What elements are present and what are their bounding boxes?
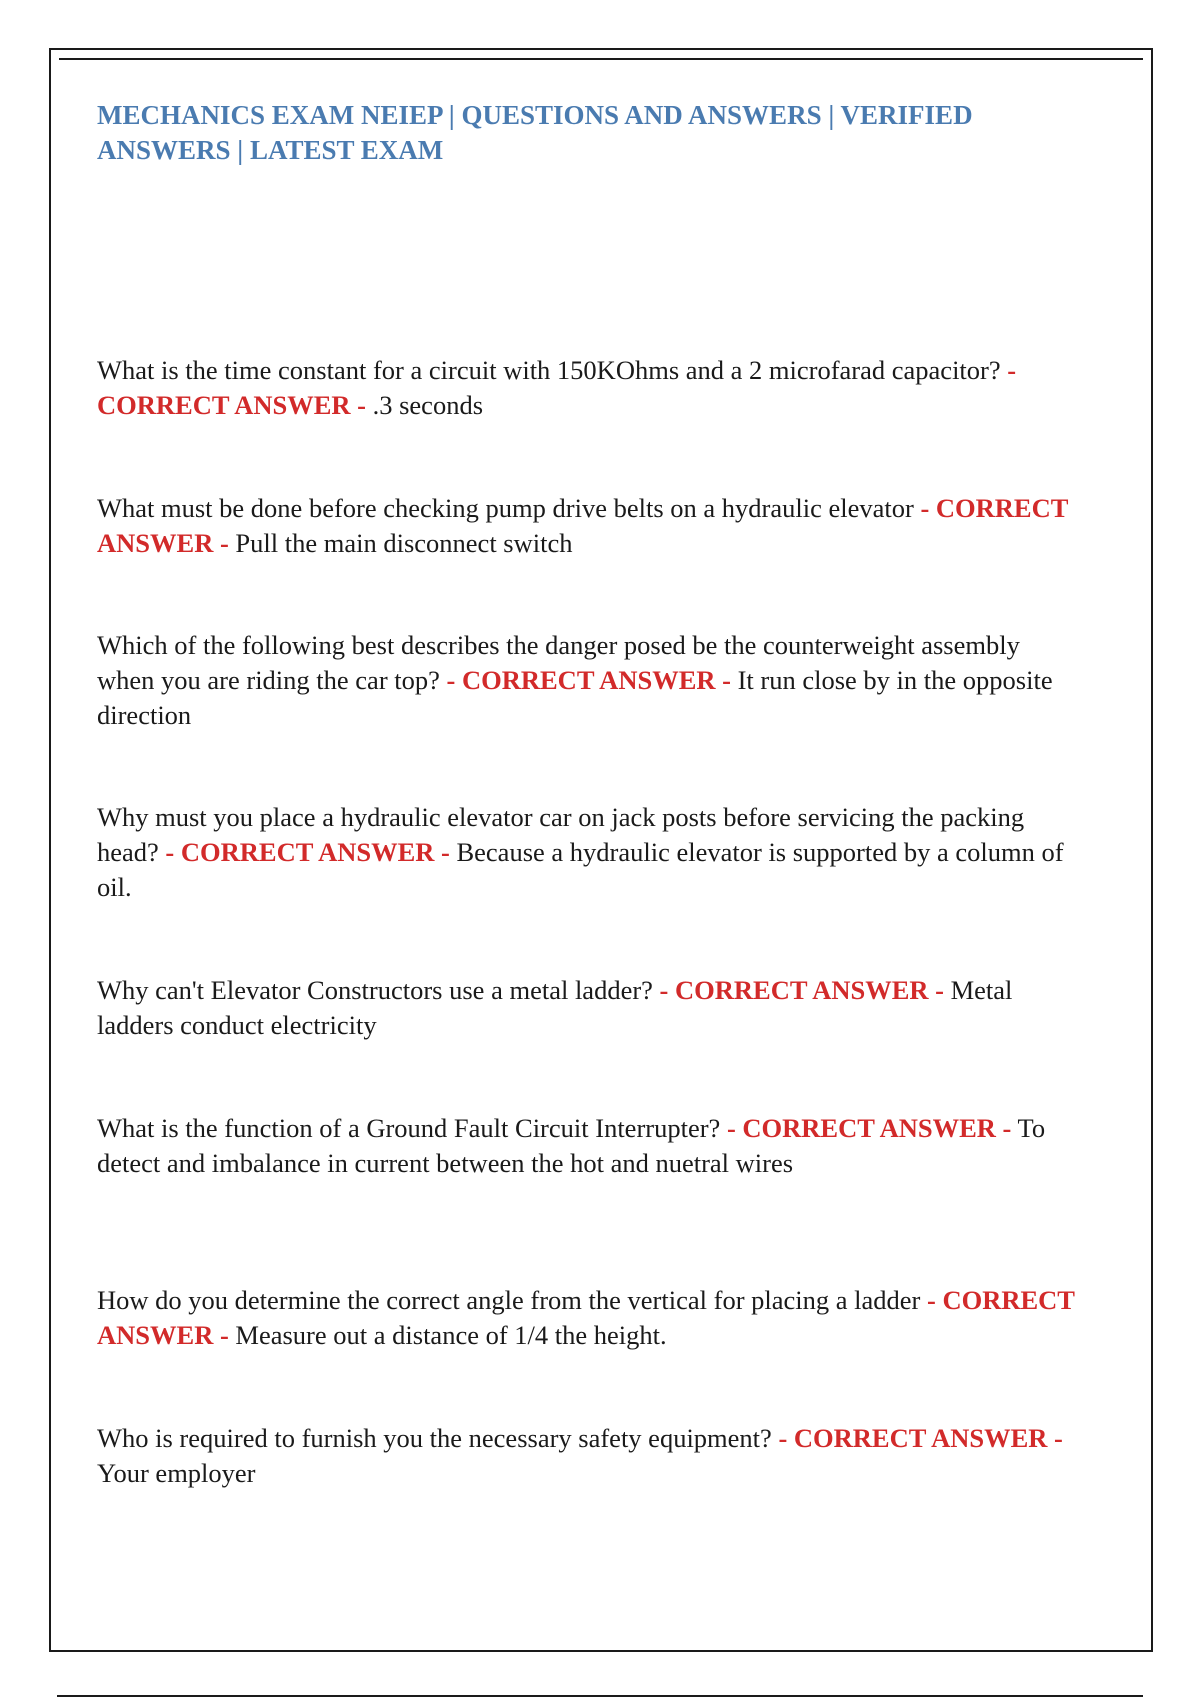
question-text: Why can't Elevator Constructors use a metal ladder? [97,975,653,1005]
answer-text: Measure out a distance of 1/4 the height. [235,1320,667,1350]
document-title: MECHANICS EXAM NEIEP | QUESTIONS AND ANSWERS | VERIFIED ANSWERS | LATEST EXAM [97,100,973,165]
correct-answer-label: - CORRECT ANSWER - [97,493,1068,558]
qa-item [97,973,1077,1043]
frame-top-rule [59,58,1143,60]
correct-answer-label: - CORRECT ANSWER - [778,1423,1063,1453]
question-text: Which of the following best describes the danger posed be the counterweight assembly when you are riding the car top? [97,630,1020,695]
correct-answer-label: - CORRECT ANSWER - [97,355,1017,420]
question-text: Why must you place a hydraulic elevator car on jack posts before servicing the packing head? [97,802,1025,867]
bottom-rule [57,1695,1143,1697]
answer-text: To detect and imbalance in current between the hot and nuetral wires [97,1113,1046,1178]
correct-answer-label: - CORRECT ANSWER - [659,975,944,1005]
correct-answer-label: - CORRECT ANSWER - [446,665,731,695]
answer-text: Because a hydraulic elevator is supported by a column of oil. [97,837,1064,902]
answer-text: Pull the main disconnect switch [235,528,573,558]
question-text: What is the function of a Ground Fault Circuit Interrupter? [97,1113,721,1143]
correct-answer-label: - CORRECT ANSWER - [726,1113,1012,1143]
question-text: Who is required to furnish you the necessary safety equipment? [97,1423,772,1453]
correct-answer-label: - CORRECT ANSWER - [165,837,450,867]
qa-item [97,491,1077,561]
question-text: What is the time constant for a circuit with 150KOhms and a 2 microfarad capacitor? [97,355,1001,385]
qa-item [97,1111,1077,1181]
qa-item [97,1283,1077,1353]
question-text: How do you determine the correct angle from the vertical for placing a ladder [97,1285,921,1315]
correct-answer-label: - CORRECT ANSWER - [97,1285,1075,1350]
qa-item [97,353,1077,423]
answer-text: Your employer [97,1458,256,1488]
answer-text: .3 seconds [372,390,484,420]
qa-item [97,628,1077,733]
answer-text: Metal ladders conduct electricity [97,975,1013,1040]
qa-item [97,800,1077,905]
question-text: What must be done before checking pump drive belts on a hydraulic elevator [97,493,914,523]
answer-text: It run close by in the opposite direction [97,665,1053,730]
qa-item [97,1421,1077,1491]
